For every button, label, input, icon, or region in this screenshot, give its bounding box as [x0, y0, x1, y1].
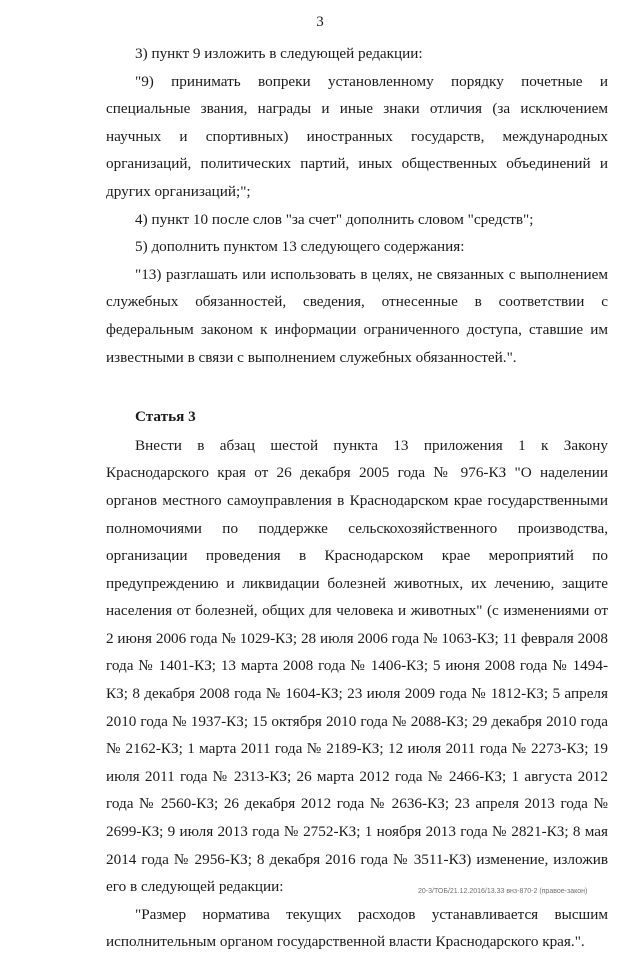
document-footer: 20-3/ТОБ/21.12.2016/13.33 внз-870-2 (правое-закон) [418, 888, 588, 895]
paragraph-article-3: Внести в абзац шестой пункта 13 приложения 1 к Закону Краснодарского края от 26 декабря 2005 года № 976-КЗ "О наделении органов местного самоуправления в Краснодарском крае государственными полномочиями по поддержке сельскохозяйственного производства, организации проведения в Краснодарском крае мероприятий по предупреждению и ликвидации болезней животных, их лечению, защите населения от болезней, общих для человека и животных" (с изменениями от 2 июня 2006 года № 1029-КЗ; 28 июля 2006 года № 1063-КЗ; 11 февраля 2008 года № 1401-КЗ; 13 марта 2008 года № 1406-КЗ; 5 июня 2008 года № 1494-КЗ; 8 декабря 2008 года № 1604-КЗ; 23 июля 2009 года № 1812-КЗ; 5 апреля 2010 года № 1937-КЗ; 15 октября 2010 года № 2088-КЗ; 29 декабря 2010 года № 2162-КЗ; 1 марта 2011 года № 2189-КЗ; 12 июля 2011 года № 2273-КЗ; 19 июля 2011 года № 2313-КЗ; 26 марта 2012 года № 2466-КЗ; 1 августа 2012 года № 2560-КЗ; 26 декабря 2012 года № 2636-КЗ; 23 апреля 2013 года № 2699-КЗ; 9 июля 2013 года № 2752-КЗ; 1 ноября 2013 года № 2821-КЗ; 8 мая 2014 года № 2956-КЗ; 8 декабря 2016 года № 3511-КЗ) изменение, изложив его в следующей редакции: [106, 436, 608, 896]
document-body [106, 40, 608, 956]
paragraph-quote-9: "9) принимать вопреки установленному порядку почетные и специальные звания, награды и иные знаки отличия (за исключением научных и спортивных) иностранных государств, международных организаций, политических партий, иных общественных объединений и других организаций;"; [106, 72, 608, 200]
paragraph-item-5: 5) дополнить пунктом 13 следующего содержания: [135, 238, 465, 256]
article-heading: Статья 3 [135, 408, 196, 426]
section-gap [106, 371, 608, 393]
paragraph-quote-13: "13) разглашать или использовать в целях, не связанных с выполнением служебных обязанностей, сведения, отнесенные в соответствии с федеральным законом к информации ограниченного доступа, ставшие им известными в связи с выполнением служебных обязанностей.". [106, 265, 608, 366]
paragraph-item-3: 3) пункт 9 изложить в следующей редакции: [135, 45, 423, 62]
paragraph-new-wording: "Размер норматива текущих расходов устанавливается высшим исполнительным органом государственной власти Краснодарского края.". [106, 905, 608, 951]
paragraph-item-4: 4) пункт 10 после слов "за счет" дополнить словом "средств"; [135, 210, 534, 228]
page-number: 3 [316, 14, 324, 30]
